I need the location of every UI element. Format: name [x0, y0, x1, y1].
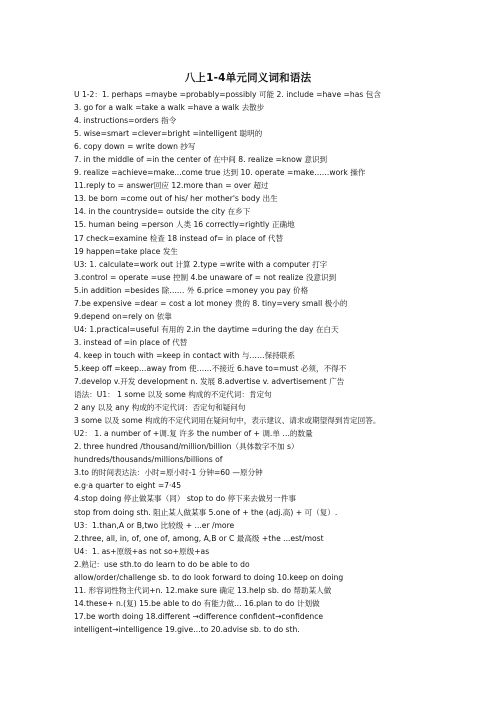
text-line: 4.stop doing 停止做某事（同） stop to do 停下来去做另一件事 — [74, 494, 296, 504]
text-line: allow/order/challenge sb. to do look forward to doing 10.keep on doing — [74, 572, 344, 582]
text-line: 17 check=examine 检查 18 instead of= in place of 代替 — [74, 233, 284, 243]
text-line: U 1-2：1. perhaps =maybe =probably=possibly 可能 2. include =have =has 包含 — [74, 90, 381, 99]
text-line: 5.keep off =keep…away from 使……不接近 6.have to=must 必须，不得不 — [74, 363, 347, 373]
text-line: 11.reply to = answer回应 12.more than = over 超过 — [74, 181, 269, 191]
text-line: 3 some 以及 some 构成的不定代词用在疑问句中，表示建议、请求或期望得到肯定回答。 — [74, 416, 381, 426]
text-line: 13. be born =come out of his/ her mother's body 出生 — [74, 194, 278, 204]
text-line: stop from doing sth. 阻止某人做某事 5.one of + the (adj.高) + 可（复）. — [74, 507, 338, 517]
text-line: 7.develop v.开发 development n. 发展 8.advertise v. advertisement 广告 — [74, 377, 345, 387]
text-line: hundreds/thousands/millions/billions of — [74, 455, 223, 465]
text-line: 5. wise=smart =clever=bright =intelligent 聪明的 — [74, 129, 263, 139]
text-line: 11. 形容词性物主代词+n. 12.make sure 确定 13.help sb. do 帮助某人做 — [74, 585, 332, 595]
text-line: 3. go for a walk =take a walk =have a walk 去散步 — [74, 103, 265, 113]
document-body — [74, 88, 484, 636]
text-line: intelligent→intelligence 19.give…to 20.advise sb. to do sth. — [74, 624, 300, 634]
text-line: 17.be worth doing 18.different →difference confident→confidence — [74, 611, 324, 621]
text-line: U3: 1. calculate=work out 计算 2.type =write with a computer 打字 — [74, 259, 328, 269]
text-line: 2 any 以及 any 构成的不定代词：否定句和疑问句 — [74, 403, 246, 413]
text-line: 14.these+ n.(复) 15.be able to do 有能力做… 16.plan to do 计划做 — [74, 598, 320, 608]
text-line: 4. instructions=orders 指令 — [74, 116, 177, 126]
text-line: 7. in the middle of =in the center of 在中间 8. realize =know 意识到 — [74, 155, 328, 165]
text-line: 7.be expensive =dear = cost a lot money 贵的 8. tiny=very small 极小的 — [74, 298, 348, 308]
text-line: 3.to 的时间表达法：小时=原小时-1 分钟=60 —原分钟 — [74, 468, 263, 478]
text-line: 3. instead of =in place of 代替 — [74, 337, 188, 347]
text-line: 9.depend on=rely on 依靠 — [74, 311, 172, 321]
text-line: 2.熟记：use sth.to do learn to do be able to do — [74, 559, 250, 569]
text-line: U3：1.than,A or B,two 比较级 + ...er /more — [74, 520, 235, 530]
text-line: 2. three hundred /thousand/million/billion（具体数字不加 s） — [74, 442, 299, 452]
text-line: U4: 1.practical=useful 有用的 2.in the daytime =during the day 在白天 — [74, 324, 339, 334]
text-line: 15. human being =person 人类 16 correctly=rightly 正确地 — [74, 220, 295, 230]
text-line: 14. in the countryside= outside the city 在乡下 — [74, 207, 251, 217]
text-line: 6. copy down = write down 抄写 — [74, 142, 196, 152]
text-line: e.g·a quarter to eight =7·45 — [74, 481, 182, 491]
text-line: U2： 1. a number of +调.复 许多 the number of + 调.单 …的数量 — [74, 429, 313, 439]
text-line: 3.control = operate =use 控制 4.be unaware of = not realize 没意识到 — [74, 272, 337, 282]
text-line: 19 happen=take place 发生 — [74, 246, 178, 256]
text-line: U4：1. as+原级+as not so+原级+as — [74, 546, 210, 556]
text-line: 语法：U1： 1 some 以及 some 构成的不定代词：肯定句 — [74, 390, 272, 400]
text-line: 9. realize =achieve=make...come true 达到 10. operate =make……work 操作 — [74, 168, 366, 178]
text-line: 2.three, all, in, of, one of, among, A,B or C 最高级 +the ...est/most — [74, 533, 324, 543]
text-line: 4. keep in touch with =keep in contact with 与……保持联系 — [74, 350, 295, 360]
text-line: 5.in addition =besides 除…… 外 6.price =money you pay 价格 — [74, 285, 309, 295]
document-title: 八上1-4单元同义词和语法 — [184, 72, 312, 84]
